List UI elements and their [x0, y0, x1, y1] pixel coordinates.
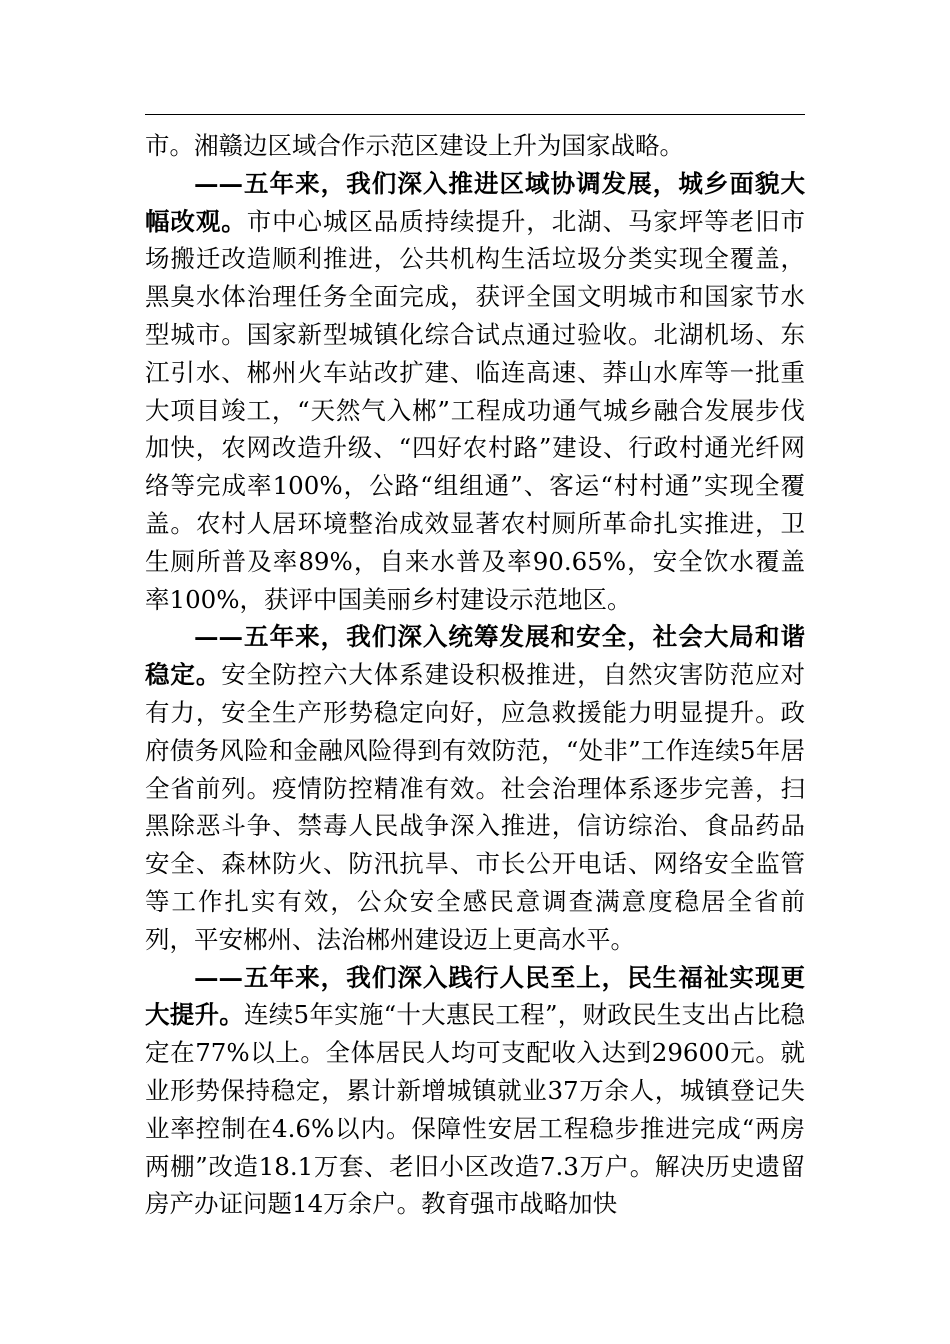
paragraph-people-welfare [145, 959, 805, 1224]
paragraph-text: 安全防控六大体系建设积极推进，自然灾害防范应对有力，安全生产形势稳定向好，应急救援能力明显提升。政府债务风险和金融风险得到有效防范，“处非”工作连续5年居全省前列。疫情防控精准有效。社会治理体系逐步完善，扫黑除恶斗争、禁毒人民战争深入推进，信访综治、食品药品安全、森林防火、防汛抗旱、市长公开电话、网络安全监管等工作扎实有效，公众安全感民意调查满意度稳居全省前列，平安郴州、法治郴州建设迈上更高水平。 [145, 660, 806, 954]
header-rule [145, 114, 805, 115]
paragraph-continuation [145, 127, 805, 165]
paragraph-lead: ——五年来，我们深入推进区域协调发展，城乡面貌大幅改观。 [145, 168, 805, 236]
paragraph-text: 市。湘赣边区域合作示范区建设上升为国家战略。 [145, 131, 684, 160]
paragraph-text: 连续5年实施“十大惠民工程”，财政民生支出占比稳定在77%以上。全体居民人均可支配收入达到29600元。就业形势保持稳定，累计新增城镇就业37万余人，城镇登记失业率控制在4.6%以内。保障性安居工程稳步推进完成“两房两棚”改造18.1万套、老旧小区改造7.3万户。解决历史遗留房产办证问题14万余户。教育强市战略加快 [145, 1000, 806, 1219]
body-text [145, 127, 805, 1223]
paragraph-regional-development [145, 165, 805, 619]
paragraph-development-and-security [145, 618, 805, 958]
paragraph-lead: ——五年来，我们深入践行人民至上，民生福祉实现更大提升。 [145, 962, 805, 1030]
paragraph-text: 市中心城区品质持续提升，北湖、马家坪等老旧市场搬迁改造顺利推进，公共机构生活垃圾分类实现全覆盖，黑臭水体治理任务全面完成，获评全国文明城市和国家节水型城市。国家新型城镇化综合试点通过验收。北湖机场、东江引水、郴州火车站改扩建、临连高速、莽山水库等一批重大项目竣工，“天然气入郴”工程成功通气城乡融合发展步伐加快，农网改造升级、“四好农村路”建设、行政村通光纤网络等完成率100%，公路“组组通”、客运“村村通”实现全覆盖。农村人居环境整治成效显著农村厕所革命扎实推进，卫生厕所普及率89%，自来水普及率90.65%，安全饮水覆盖率100%，获评中国美丽乡村建设示范地区。 [145, 206, 806, 614]
paragraph-lead: ——五年来，我们深入统筹发展和安全，社会大局和谐稳定。 [145, 622, 805, 690]
